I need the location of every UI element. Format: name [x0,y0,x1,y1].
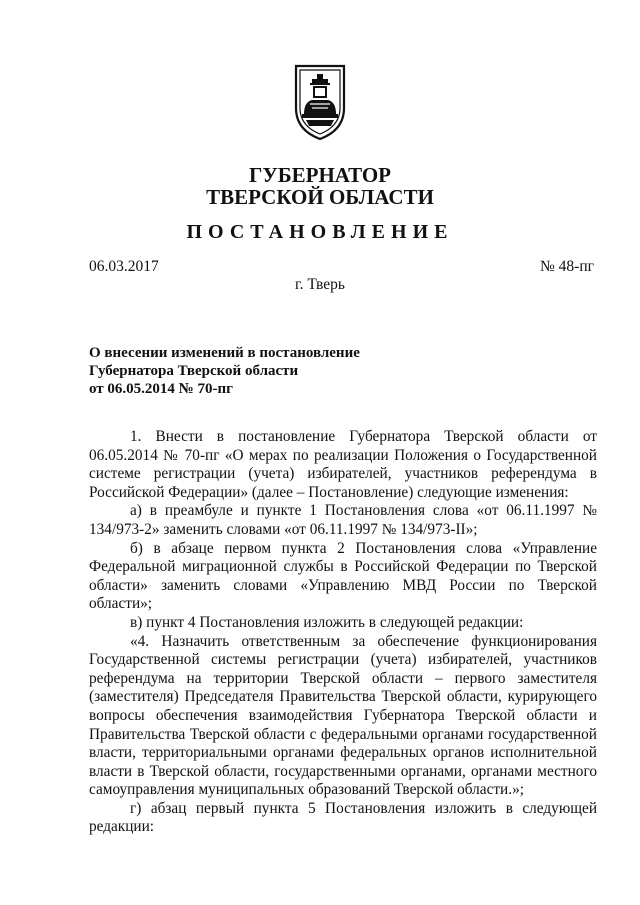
body-paragraph: 1. Внести в постановление Губернатора Тверской области от 06.05.2014 № 70-пг «О мерах по реализации Положения о Государственной системе регистрации (учета) избирателей, участников референдума в Российской Федерации» (далее – Постановление) следующие изменения: [89,428,597,501]
document-date: 06.03.2017 [89,258,159,275]
body-paragraph: г) абзац первый пункта 5 Постановления изложить в следующей редакции: [89,799,597,836]
document-subject [89,344,360,398]
issuer-region: ТВЕРСКОЙ ОБЛАСТИ [206,185,434,209]
subject-line: О внесении изменений в постановление [89,345,360,361]
document-body [89,428,597,837]
body-paragraph: б) в абзаце первом пункта 2 Постановления слова «Управление Федеральной миграционной службы в Российской Федерации по Тверской области» заменить словами «Управлению МВД России по Тверской области»; [89,539,597,613]
tver-coat-of-arms-icon [290,62,350,142]
subject-line: от 06.05.2014 № 70-пг [89,381,233,397]
body-paragraph: а) в преамбуле и пункте 1 Постановления слова «от 06.11.1997 № 134/973-2» заменить словами «от 06.11.1997 № 134/973-II»; [89,502,597,538]
body-paragraph: «4. Назначить ответственным за обеспечение функционирования Государственной системы регистрации (учета) избирателей, участников референдума на территории Тверской области – первого заместителя (заместителя) Председателя Правительства Тверской области, курирующего вопросы обеспечения взаимодействия Губернатора Тверской области и Правительства Тверской области с федеральными органами государственной власти, территориальными органами федеральных органов исполнительной власти в Тверской области, государственными органами, органами местного самоуправления муниципальных образований Тверской области.»; [89,632,597,799]
document-type: ПОСТАНОВЛЕНИЕ [186,221,454,243]
document-city: г. Тверь [295,276,345,293]
subject-line: Губернатора Тверской области [89,363,299,379]
body-paragraph: в) пункт 4 Постановления изложить в следующей редакции: [130,613,524,631]
document-number: № 48-пг [540,258,594,275]
issuer-title: ГУБЕРНАТОР [248,163,392,187]
